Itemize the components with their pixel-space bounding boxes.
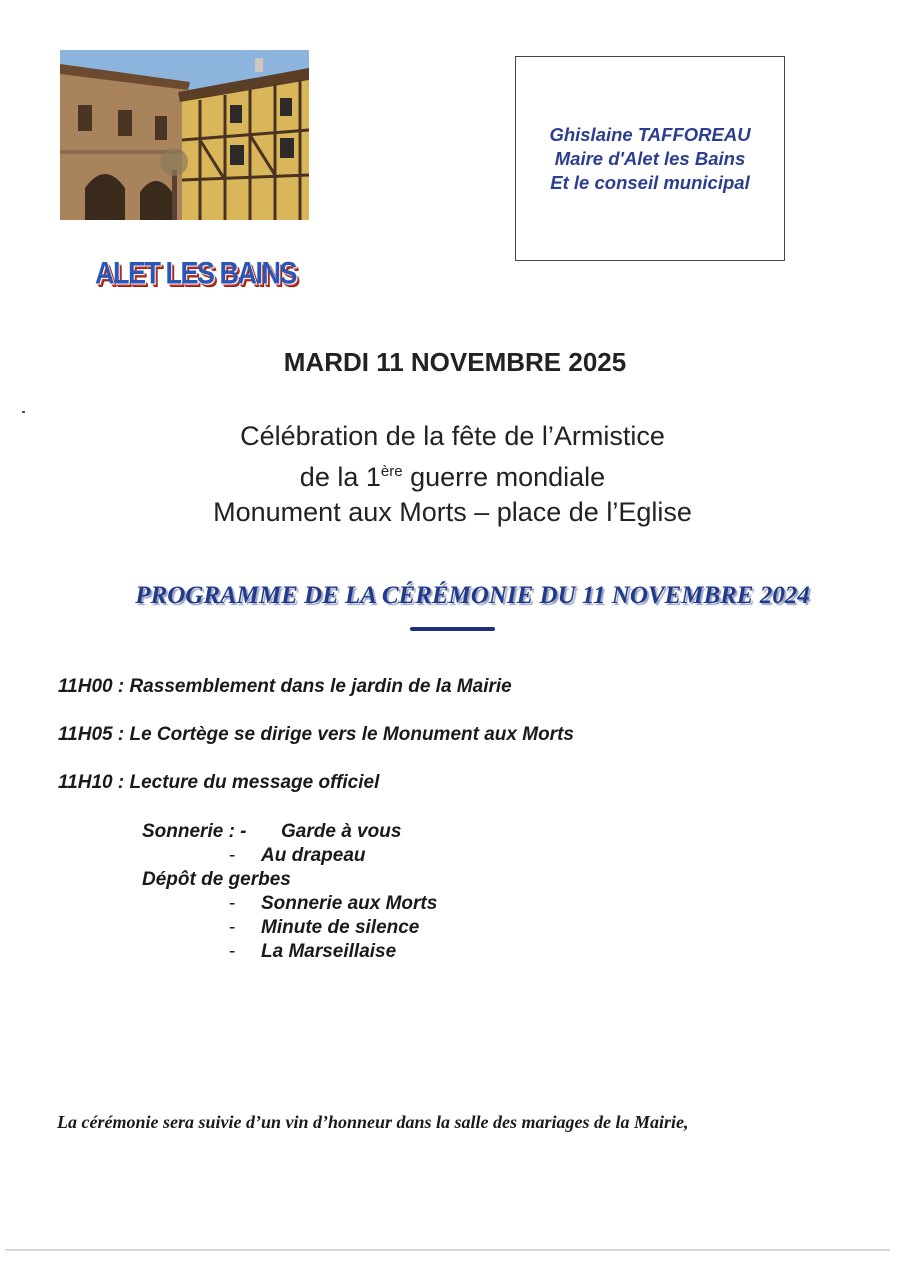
depot-item-2: Minute de silence xyxy=(261,917,420,938)
dash: - xyxy=(229,893,236,914)
dash: - xyxy=(229,941,236,962)
depot-label: Dépôt de gerbes xyxy=(142,869,291,890)
event-description xyxy=(0,419,900,530)
schedule-item-3: 11H10 : Lecture du message officiel xyxy=(58,772,380,793)
event-date: MARDI 11 NOVEMBRE 2025 xyxy=(283,347,627,377)
depot-item-1: Sonnerie aux Morts xyxy=(261,893,438,914)
mayor-box xyxy=(515,56,785,261)
sonnerie-label: Sonnerie : - xyxy=(142,821,247,842)
village-illustration xyxy=(60,50,309,220)
schedule-item-1: 11H00 : Rassemblement dans le jardin de la Mairie xyxy=(58,676,512,697)
programme-title: PROGRAMME DE LA CÉRÉMONIE DU 11 NOVEMBRE 2024 xyxy=(135,582,810,609)
schedule-item-2: 11H05 : Le Cortège se dirige vers le Monument aux Morts xyxy=(58,724,574,745)
village-photo xyxy=(60,50,309,220)
sonnerie-item-1: Garde à vous xyxy=(281,821,402,842)
closing-note: La cérémonie sera suivie d’un vin d’honneur dans la salle des mariages de la Mairie, xyxy=(57,1112,689,1132)
council-line: Et le conseil municipal xyxy=(550,171,750,193)
event-line-2-sup: ère xyxy=(380,463,403,480)
title-divider xyxy=(410,627,495,631)
depot-item-3: La Marseillaise xyxy=(261,941,397,962)
event-line-2 xyxy=(0,454,900,495)
mayor-title: Maire d'Alet les Bains xyxy=(554,147,746,169)
event-line-3: Monument aux Morts – place de l’Eglise xyxy=(213,497,692,527)
dash: - xyxy=(229,845,236,866)
scan-speck xyxy=(22,411,25,413)
footer-line xyxy=(5,1249,890,1251)
event-line-2-pre: de la 1 xyxy=(299,462,381,492)
event-line-1: Célébration de la fête de l’Armistice xyxy=(240,421,665,451)
mayor-name: Ghislaine TAFFOREAU xyxy=(549,123,751,145)
town-logo: ALET LES BAINS xyxy=(95,256,297,291)
dash: - xyxy=(229,917,236,938)
event-line-2-post: guerre mondiale xyxy=(402,462,606,492)
sonnerie-item-2: Au drapeau xyxy=(261,845,366,866)
